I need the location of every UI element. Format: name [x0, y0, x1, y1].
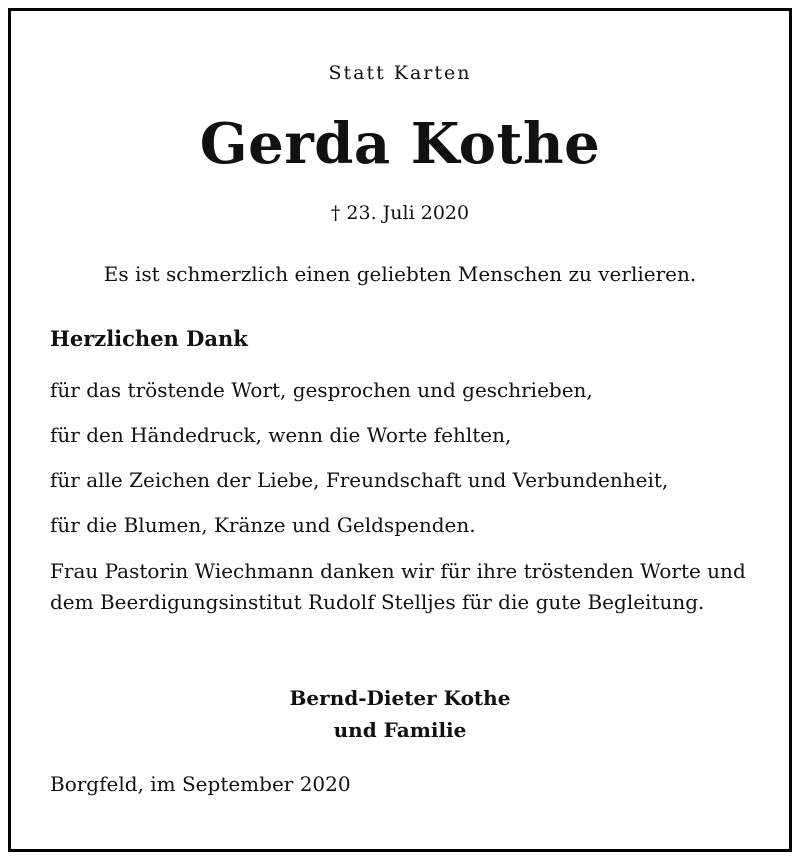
motto-text: Es ist schmerzlich einen geliebten Menschen zu verlieren. — [103, 262, 697, 286]
death-date: † 23. Juli 2020 — [330, 202, 470, 224]
thanks-line: für den Händedruck, wenn die Worte fehlten, — [50, 423, 512, 447]
signature-block — [0, 682, 800, 746]
thanks-heading: Herzlichen Dank — [50, 326, 248, 351]
thanks-line: für die Blumen, Kränze und Geldspenden. — [50, 513, 476, 537]
thanks-line: für das tröstende Wort, gesprochen und geschrieben, — [50, 378, 593, 402]
thanks-list — [50, 368, 668, 548]
thanks-line: für alle Zeichen der Liebe, Freundschaft und Verbundenheit, — [50, 468, 669, 492]
acknowledgement-paragraph: Frau Pastorin Wiechmann danken wir für ihre tröstenden Worte und dem Beerdigungsinstitut Rudolf Stelljes für die gute Begleitung. — [50, 559, 746, 614]
intro-text: Statt Karten — [328, 62, 472, 84]
signature-family: und Familie — [333, 718, 467, 742]
place-date: Borgfeld, im September 2020 — [50, 772, 351, 796]
deceased-name: Gerda Kothe — [199, 111, 601, 177]
signature-name: Bernd-Dieter Kothe — [289, 686, 511, 710]
